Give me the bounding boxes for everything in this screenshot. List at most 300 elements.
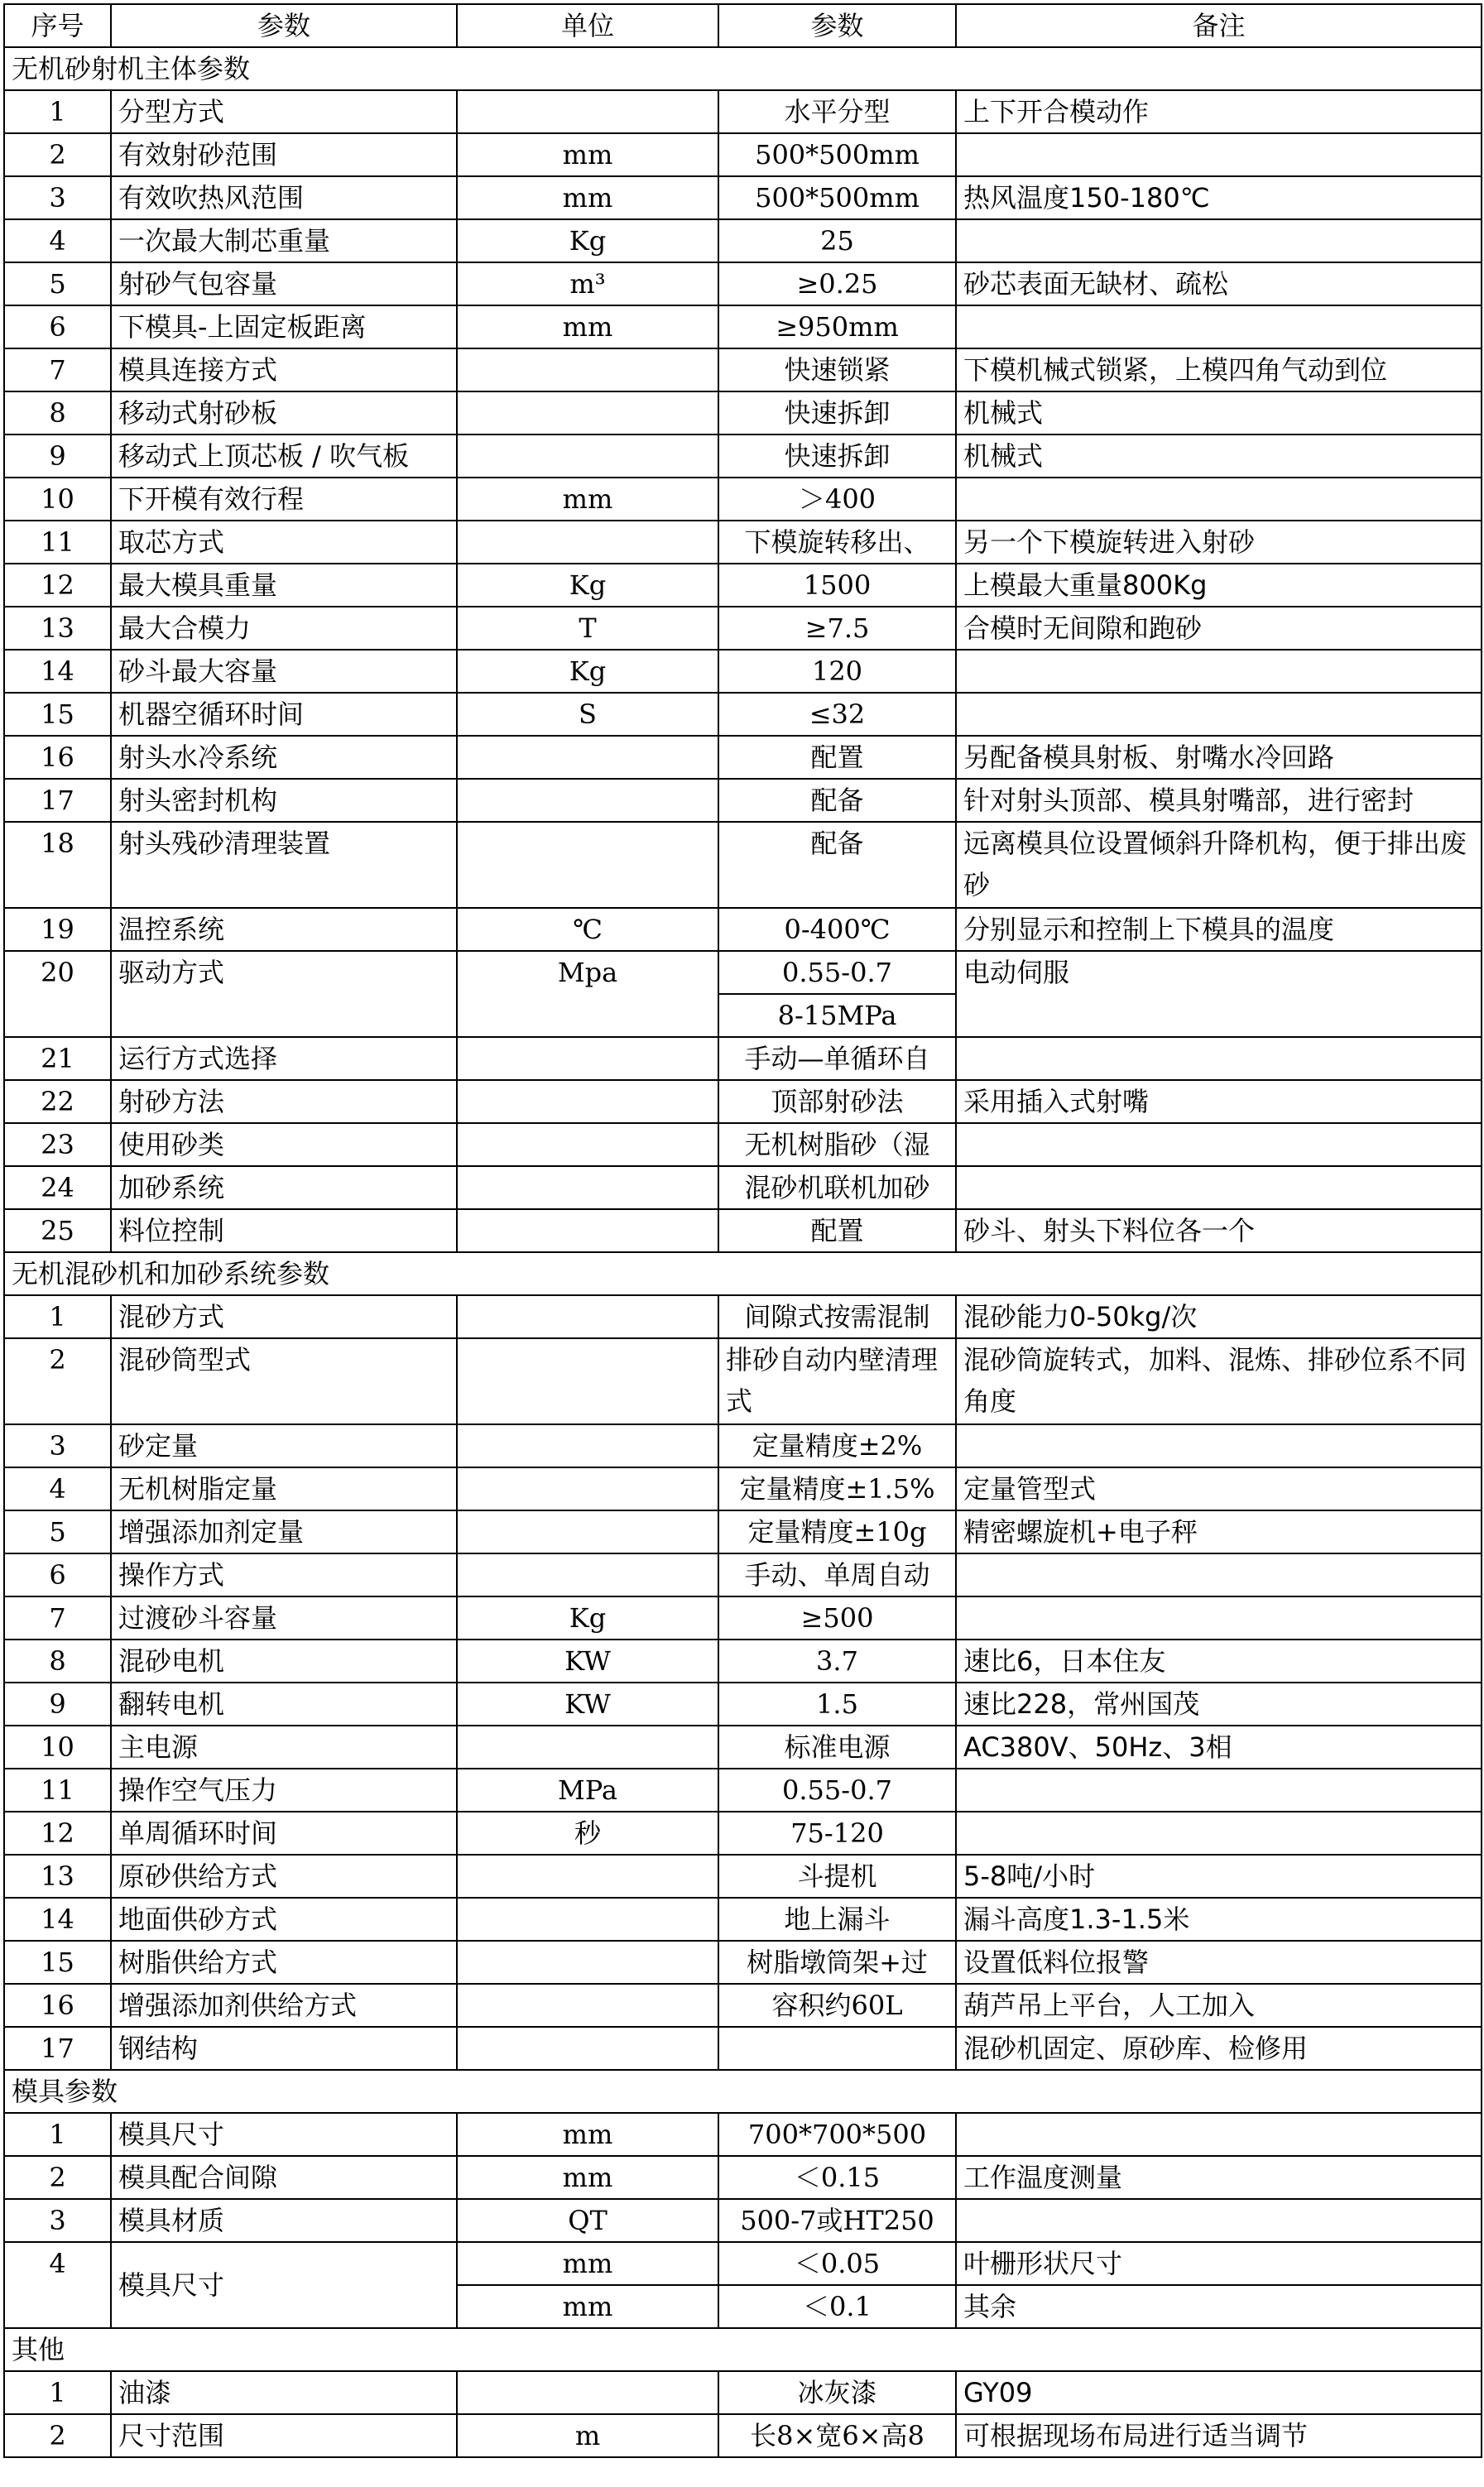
row-number: 13 [4,1855,111,1898]
section-title: 模具参数 [4,2070,1482,2113]
param-name: 射砂气包容量 [111,262,457,305]
param-name: 过渡砂斗容量 [111,1596,457,1640]
unit-cell: Kg [457,650,718,693]
unit-cell [457,1338,718,1424]
header-value: 参数 [718,4,956,47]
row-number: 2 [4,2156,111,2199]
spec-table-body [4,4,1482,2457]
row-number: 17 [4,2027,111,2070]
unit-cell [457,779,718,822]
value-cell: 标准电源 [718,1726,956,1769]
param-name: 原砂供给方式 [111,1855,457,1898]
row-number: 2 [4,1338,111,1424]
row-number: 11 [4,521,111,564]
remark-cell: 分别显示和控制上下模具的温度 [956,908,1482,951]
table-row [4,1855,1482,1898]
section-row [4,2328,1482,2371]
remark-cell: 热风温度150-180℃ [956,176,1482,219]
value-cell: ≥7.5 [718,607,956,650]
row-number: 11 [4,1769,111,1812]
remark-cell [956,693,1482,736]
table-row [4,736,1482,779]
param-name: 移动式上顶芯板 / 吹气板 [111,435,457,478]
remark-cell: 可根据现场布局进行适当调节 [956,2414,1482,2457]
value-cell: 快速锁紧 [718,348,956,391]
unit-cell: Kg [457,1596,718,1640]
header-no: 序号 [4,4,111,47]
unit-cell [457,822,718,908]
unit-cell [457,1726,718,1769]
row-number: 1 [4,2113,111,2156]
unit-cell: mm [457,478,718,521]
value-cell: 快速拆卸 [718,391,956,435]
remark-cell: 针对射头顶部、模具射嘴部，进行密封 [956,779,1482,822]
unit-cell: QT [457,2199,718,2242]
section-row [4,2070,1482,2113]
param-name: 增强添加剂定量 [111,1510,457,1553]
unit-cell [457,521,718,564]
param-name: 无机树脂定量 [111,1467,457,1510]
param-name: 有效射砂范围 [111,133,457,176]
table-row [4,2371,1482,2414]
table-row [4,1080,1482,1123]
value-cell: 1.5 [718,1683,956,1726]
param-name: 油漆 [111,2371,457,2414]
remark-cell: 砂斗、射头下料位各一个 [956,1209,1482,1252]
row-number: 8 [4,391,111,435]
remark-cell: 合模时无间隙和跑砂 [956,607,1482,650]
remark-cell [956,1037,1482,1080]
row-number: 5 [4,262,111,305]
row-number: 3 [4,1424,111,1467]
table-row [4,1510,1482,1553]
unit-cell [457,1209,718,1252]
param-name: 运行方式选择 [111,1037,457,1080]
value-cell: ≤32 [718,693,956,736]
table-row [4,1898,1482,1941]
value-cell: 手动—单循环自 [718,1037,956,1080]
remark-cell: 叶栅形状尺寸 [956,2242,1482,2285]
table-row [4,2156,1482,2199]
unit-cell: T [457,607,718,650]
row-number: 10 [4,1726,111,1769]
row-number: 17 [4,779,111,822]
unit-cell: MPa [457,1769,718,1812]
param-name: 尺寸范围 [111,2414,457,2457]
param-name: 有效吹热风范围 [111,176,457,219]
table-row [4,822,1482,908]
value-cell: ≥950mm [718,305,956,348]
param-name: 使用砂类 [111,1123,457,1166]
param-name: 最大模具重量 [111,564,457,607]
remark-cell: AC380V、50Hz、3相 [956,1726,1482,1769]
table-row [4,2199,1482,2242]
unit-cell [457,1467,718,1510]
param-name: 射砂方法 [111,1080,457,1123]
table-row [4,908,1482,951]
value-cell: 手动、单周自动 [718,1553,956,1596]
value-cell: ＜0.1 [718,2285,956,2328]
value-cell: 700*700*500 [718,2113,956,2156]
unit-cell: KW [457,1640,718,1683]
value-cell: 排砂自动内壁清理式 [718,1338,956,1424]
table-row [4,133,1482,176]
row-number: 10 [4,478,111,521]
remark-cell: 速比6，日本住友 [956,1640,1482,1683]
value-cell: 定量精度±10g [718,1510,956,1553]
table-row [4,1166,1482,1209]
unit-cell: mm [457,2242,718,2285]
remark-cell [956,650,1482,693]
remark-cell: 混砂机固定、原砂库、检修用 [956,2027,1482,2070]
unit-cell [457,348,718,391]
row-number: 1 [4,2371,111,2414]
table-row [4,779,1482,822]
value-cell: 500*500mm [718,176,956,219]
section-title: 其他 [4,2328,1482,2371]
value-cell: 配置 [718,1209,956,1252]
unit-cell: mm [457,2156,718,2199]
table-row [4,607,1482,650]
value-cell: 120 [718,650,956,693]
row-number: 13 [4,607,111,650]
row-number: 20 [4,951,111,1037]
row-number: 14 [4,1898,111,1941]
unit-cell [457,1123,718,1166]
table-row [4,435,1482,478]
table-row [4,1984,1482,2027]
param-name: 混砂电机 [111,1640,457,1683]
value-cell: ≥500 [718,1596,956,1640]
remark-cell: 机械式 [956,391,1482,435]
table-row [4,1812,1482,1855]
remark-cell: 设置低料位报警 [956,1941,1482,1984]
table-row [4,2027,1482,2070]
param-name: 地面供砂方式 [111,1898,457,1941]
row-number: 7 [4,348,111,391]
unit-cell: S [457,693,718,736]
remark-cell: 电动伺服 [956,951,1482,1037]
param-name: 模具尺寸 [111,2242,457,2328]
param-name: 砂定量 [111,1424,457,1467]
param-name: 增强添加剂供给方式 [111,1984,457,2027]
value-cell: 快速拆卸 [718,435,956,478]
remark-cell: 定量管型式 [956,1467,1482,1510]
section-row [4,47,1482,90]
table-row [4,650,1482,693]
section-title: 无机混砂机和加砂系统参数 [4,1252,1482,1295]
value-cell: 斗提机 [718,1855,956,1898]
value-cell: 8-15MPa [718,994,956,1037]
remark-cell [956,2113,1482,2156]
row-number: 24 [4,1166,111,1209]
section-title: 无机砂射机主体参数 [4,47,1482,90]
value-cell: 顶部射砂法 [718,1080,956,1123]
param-name: 取芯方式 [111,521,457,564]
unit-cell [457,90,718,133]
remark-cell [956,1812,1482,1855]
param-name: 翻转电机 [111,1683,457,1726]
unit-cell: m [457,2414,718,2457]
remark-cell [956,2199,1482,2242]
unit-cell: Kg [457,219,718,262]
unit-cell [457,1898,718,1941]
value-cell: 500*500mm [718,133,956,176]
table-header-row [4,4,1482,47]
param-name: 混砂筒型式 [111,1338,457,1424]
param-name: 模具连接方式 [111,348,457,391]
table-row [4,564,1482,607]
table-row [4,1596,1482,1640]
param-name: 模具尺寸 [111,2113,457,2156]
unit-cell [457,2371,718,2414]
unit-cell: mm [457,176,718,219]
param-name: 温控系统 [111,908,457,951]
value-cell: 配备 [718,822,956,908]
value-cell: ＞400 [718,478,956,521]
unit-cell: ℃ [457,908,718,951]
remark-cell: 其余 [956,2285,1482,2328]
param-name: 树脂供给方式 [111,1941,457,1984]
unit-cell [457,1295,718,1338]
value-cell: ＜0.15 [718,2156,956,2199]
table-row [4,521,1482,564]
row-number: 22 [4,1080,111,1123]
section-row [4,1252,1482,1295]
unit-cell [457,1037,718,1080]
param-name: 主电源 [111,1726,457,1769]
unit-cell [457,1855,718,1898]
table-row [4,305,1482,348]
unit-cell: mm [457,2113,718,2156]
remark-cell: 混砂筒旋转式，加料、混炼、排砂位系不同角度 [956,1338,1482,1424]
unit-cell [457,736,718,779]
header-unit: 单位 [457,4,718,47]
row-number: 14 [4,650,111,693]
param-name: 射头水冷系统 [111,736,457,779]
param-name: 料位控制 [111,1209,457,1252]
spec-table [3,3,1482,2458]
param-name: 混砂方式 [111,1295,457,1338]
row-number: 3 [4,176,111,219]
table-row [4,391,1482,435]
remark-cell [956,1596,1482,1640]
unit-cell [457,1166,718,1209]
row-number: 19 [4,908,111,951]
remark-cell [956,133,1482,176]
row-number: 15 [4,693,111,736]
value-cell: 0.55-0.7 [718,951,956,994]
header-remark: 备注 [956,4,1482,47]
table-row [4,1726,1482,1769]
param-name: 操作空气压力 [111,1769,457,1812]
value-cell: 地上漏斗 [718,1898,956,1941]
value-cell [718,2027,956,2070]
value-cell: 无机树脂砂（湿 [718,1123,956,1166]
unit-cell: mm [457,133,718,176]
remark-cell: 采用插入式射嘴 [956,1080,1482,1123]
value-cell: 混砂机联机加砂 [718,1166,956,1209]
unit-cell: KW [457,1683,718,1726]
remark-cell [956,478,1482,521]
value-cell: 定量精度±2% [718,1424,956,1467]
unit-cell [457,1553,718,1596]
param-name: 分型方式 [111,90,457,133]
value-cell: 容积约60L [718,1984,956,2027]
value-cell: 水平分型 [718,90,956,133]
table-row [4,1209,1482,1252]
value-cell: 0-400℃ [718,908,956,951]
unit-cell [457,391,718,435]
row-number: 1 [4,90,111,133]
value-cell: 长8×宽6×高8 [718,2414,956,2457]
remark-cell [956,1123,1482,1166]
table-row [4,262,1482,305]
row-number: 21 [4,1037,111,1080]
remark-cell [956,305,1482,348]
table-row [4,1037,1482,1080]
row-number: 6 [4,305,111,348]
param-name: 加砂系统 [111,1166,457,1209]
param-name: 模具材质 [111,2199,457,2242]
row-number: 12 [4,564,111,607]
remark-cell: 混砂能力0-50kg/次 [956,1295,1482,1338]
value-cell: 0.55-0.7 [718,1769,956,1812]
row-number: 8 [4,1640,111,1683]
table-row [4,90,1482,133]
row-number: 9 [4,435,111,478]
unit-cell: mm [457,2285,718,2328]
value-cell: 定量精度±1.5% [718,1467,956,1510]
value-cell: 配置 [718,736,956,779]
value-cell: 500-7或HT250 [718,2199,956,2242]
unit-cell [457,1424,718,1467]
param-name: 移动式射砂板 [111,391,457,435]
value-cell: 3.7 [718,1640,956,1683]
param-name: 模具配合间隙 [111,2156,457,2199]
table-row [4,1338,1482,1424]
table-row [4,1769,1482,1812]
table-row [4,2242,1482,2285]
table-row [4,1553,1482,1596]
row-number: 1 [4,1295,111,1338]
value-cell: 冰灰漆 [718,2371,956,2414]
row-number: 12 [4,1812,111,1855]
row-number: 7 [4,1596,111,1640]
remark-cell: GY09 [956,2371,1482,2414]
table-row [4,1123,1482,1166]
table-row [4,2414,1482,2457]
table-row [4,176,1482,219]
unit-cell [457,1984,718,2027]
param-name: 机器空循环时间 [111,693,457,736]
row-number: 15 [4,1941,111,1984]
row-number: 5 [4,1510,111,1553]
remark-cell [956,1769,1482,1812]
value-cell: 配备 [718,779,956,822]
unit-cell [457,1941,718,1984]
unit-cell: m³ [457,262,718,305]
unit-cell [457,1080,718,1123]
remark-cell: 上模最大重量800Kg [956,564,1482,607]
param-name: 射头残砂清理装置 [111,822,457,908]
row-number: 4 [4,1467,111,1510]
param-name: 下模具-上固定板距离 [111,305,457,348]
value-cell: 间隙式按需混制 [718,1295,956,1338]
remark-cell [956,1424,1482,1467]
param-name: 操作方式 [111,1553,457,1596]
remark-cell: 下模机械式锁紧，上模四角气动到位 [956,348,1482,391]
param-name: 砂斗最大容量 [111,650,457,693]
param-name: 一次最大制芯重量 [111,219,457,262]
table-row [4,348,1482,391]
unit-cell: Kg [457,564,718,607]
row-number: 2 [4,2414,111,2457]
remark-cell [956,1553,1482,1596]
param-name: 射头密封机构 [111,779,457,822]
table-row [4,951,1482,994]
remark-cell: 漏斗高度1.3-1.5米 [956,1898,1482,1941]
value-cell: 树脂墩筒架+过 [718,1941,956,1984]
remark-cell: 葫芦吊上平台，人工加入 [956,1984,1482,2027]
row-number: 9 [4,1683,111,1726]
row-number: 2 [4,133,111,176]
param-name: 最大合模力 [111,607,457,650]
table-row [4,1941,1482,1984]
param-name: 下开模有效行程 [111,478,457,521]
table-row [4,219,1482,262]
table-row [4,1467,1482,1510]
row-number: 23 [4,1123,111,1166]
remark-cell: 另一个下模旋转进入射砂 [956,521,1482,564]
unit-cell: 秒 [457,1812,718,1855]
table-row [4,1424,1482,1467]
header-param: 参数 [111,4,457,47]
remark-cell: 5-8吨/小时 [956,1855,1482,1898]
value-cell: 25 [718,219,956,262]
param-name: 钢结构 [111,2027,457,2070]
unit-cell [457,435,718,478]
row-number: 16 [4,1984,111,2027]
remark-cell: 另配备模具射板、射嘴水冷回路 [956,736,1482,779]
row-number: 4 [4,2242,111,2328]
table-row [4,693,1482,736]
remark-cell: 速比228，常州国茂 [956,1683,1482,1726]
table-row [4,1683,1482,1726]
remark-cell: 机械式 [956,435,1482,478]
row-number: 6 [4,1553,111,1596]
value-cell: 75-120 [718,1812,956,1855]
value-cell: 1500 [718,564,956,607]
table-row [4,2113,1482,2156]
table-row [4,1640,1482,1683]
row-number: 18 [4,822,111,908]
remark-cell: 砂芯表面无缺材、疏松 [956,262,1482,305]
value-cell: ＜0.05 [718,2242,956,2285]
unit-cell: mm [457,305,718,348]
unit-cell [457,2027,718,2070]
row-number: 3 [4,2199,111,2242]
table-row [4,1295,1482,1338]
remark-cell: 精密螺旋机+电子秤 [956,1510,1482,1553]
param-name: 单周循环时间 [111,1812,457,1855]
value-cell: 下模旋转移出、 [718,521,956,564]
row-number: 16 [4,736,111,779]
remark-cell [956,1166,1482,1209]
row-number: 4 [4,219,111,262]
param-name: 驱动方式 [111,951,457,1037]
unit-cell [457,1510,718,1553]
